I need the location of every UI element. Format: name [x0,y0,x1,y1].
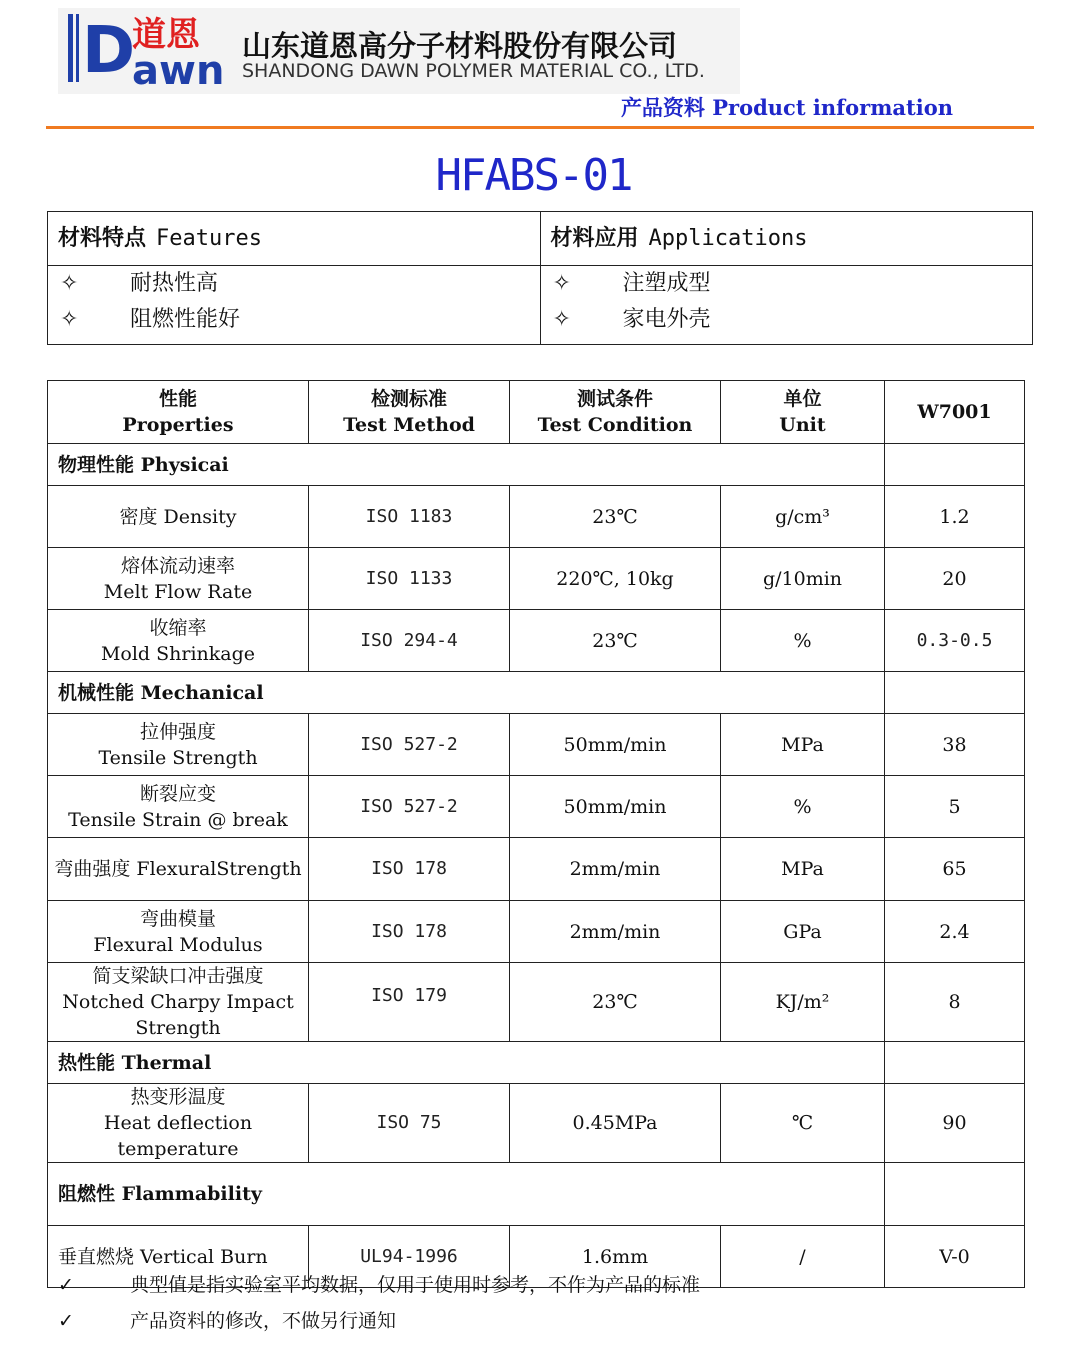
company-name-en: SHANDONG DAWN POLYMER MATERIAL CO., LTD. [242,60,705,82]
value-cell: 1.2 [885,486,1025,548]
unit-cell: GPa [721,901,885,963]
method-cell: ISO 294-4 [309,610,510,672]
method-cell: ISO 178 [309,901,510,963]
header-properties: 性能 Properties [48,381,309,444]
method-cell: ISO 1133 [309,548,510,610]
unit-cell: % [721,610,885,672]
method-cell: ISO 1183 [309,486,510,548]
value-cell: 8 [885,963,1025,1042]
features-applications-table [47,211,1033,345]
header-grade: W7001 [885,381,1025,444]
applications-heading: 材料应用 Applications [540,212,1033,266]
value-cell: 2.4 [885,901,1025,963]
footnote-item: ✓ 产品资料的修改，不做另行通知 [58,1310,397,1332]
properties-table [47,380,1025,1288]
value-cell: 65 [885,838,1025,901]
method-cell: ISO 527-2 [309,714,510,776]
method-cell: ISO 75 [309,1084,510,1163]
value-cell: 5 [885,776,1025,838]
unit-cell: MPa [721,714,885,776]
unit-cell: g/10min [721,548,885,610]
logo-cn-mark: 道恩 [132,15,200,55]
header-test-condition: 测试条件 Test Condition [510,381,721,444]
section-row-flammability [48,1163,1025,1226]
checkmark-icon: ✓ [58,1310,74,1332]
property-cell: 拉伸强度 Tensile Strength [48,714,309,776]
table-row [48,901,1025,963]
unit-cell: KJ/m² [721,963,885,1042]
property-cell: 熔体流动速率 Melt Flow Rate [48,548,309,610]
method-cell: UL94-1996 [309,1226,510,1288]
property-cell: 密度 Density [48,486,309,548]
unit-cell: % [721,776,885,838]
condition-cell: 220℃, 10kg [510,548,721,610]
condition-cell: 23℃ [510,963,721,1042]
property-cell: 垂直燃烧 Vertical Burn [48,1226,309,1288]
table-header-row [48,381,1025,444]
condition-cell: 23℃ [510,610,721,672]
property-cell: 弯曲强度 FlexuralStrength [48,838,309,901]
application-item: ✧ 注塑成型 [541,266,1033,302]
condition-cell: 2mm/min [510,838,721,901]
table-row [48,714,1025,776]
value-cell: 90 [885,1084,1025,1163]
table-row [48,963,1025,1042]
condition-cell: 50mm/min [510,714,721,776]
company-logo-banner [58,8,740,94]
star-bullet-icon: ✧ [552,307,571,332]
table-row [48,610,1025,672]
section-row-physical [48,444,1025,486]
property-cell: 热变形温度 Heat deflection temperature [48,1084,309,1163]
method-cell: ISO 179 [309,963,510,1042]
condition-cell: 2mm/min [510,901,721,963]
feature-item: ✧ 阻燃性能好 [48,302,540,338]
property-cell: 收缩率 Mold Shrinkage [48,610,309,672]
section-title: 热性能 Thermal [48,1042,885,1084]
header-divider [46,126,1034,129]
dawn-logo-mark [62,10,232,90]
header-test-method: 检测标准 Test Method [309,381,510,444]
feature-item: ✧ 耐热性高 [48,266,540,302]
header-unit: 单位 Unit [721,381,885,444]
product-info-label: 产品资料 Product information [620,95,953,120]
property-cell: 断裂应变 Tensile Strain @ break [48,776,309,838]
star-bullet-icon: ✧ [60,307,79,332]
condition-cell: 0.45MPa [510,1084,721,1163]
application-item: ✧ 家电外壳 [541,302,1033,338]
footnote-item: ✓ 典型值是指实验室平均数据，仅用于使用时参考，不作为产品的标准 [58,1274,701,1296]
product-title: HFABS-01 [435,150,632,201]
unit-cell: ℃ [721,1084,885,1163]
condition-cell: 1.6mm [510,1226,721,1288]
section-row-mechanical [48,672,1025,714]
method-cell: ISO 527-2 [309,776,510,838]
section-title: 机械性能 Mechanical [48,672,885,714]
table-row [48,776,1025,838]
unit-cell: / [721,1226,885,1288]
condition-cell: 23℃ [510,486,721,548]
table-row [48,486,1025,548]
value-cell: 0.3-0.5 [885,610,1025,672]
company-name-cn: 山东道恩高分子材料股份有限公司 [242,29,678,63]
checkmark-icon: ✓ [58,1274,74,1296]
value-cell: 38 [885,714,1025,776]
table-row [48,838,1025,901]
condition-cell: 50mm/min [510,776,721,838]
table-row [48,1084,1025,1163]
footnotes [58,1272,958,1344]
section-title: 物理性能 Physicai [48,444,885,486]
logo-letters-awn: awn [132,48,225,90]
unit-cell: MPa [721,838,885,901]
value-cell: 20 [885,548,1025,610]
property-cell: 弯曲模量 Flexural Modulus [48,901,309,963]
property-cell: 简支梁缺口冲击强度 Notched Charpy Impact Strength [48,963,309,1042]
star-bullet-icon: ✧ [552,271,571,296]
section-title: 阻燃性 Flammability [48,1163,885,1226]
table-row [48,548,1025,610]
features-heading: 材料特点 Features [48,212,541,266]
section-row-thermal [48,1042,1025,1084]
star-bullet-icon: ✧ [60,271,79,296]
value-cell: V-0 [885,1226,1025,1288]
logo-letter-d: D [82,14,136,88]
method-cell: ISO 178 [309,838,510,901]
unit-cell: g/cm³ [721,486,885,548]
